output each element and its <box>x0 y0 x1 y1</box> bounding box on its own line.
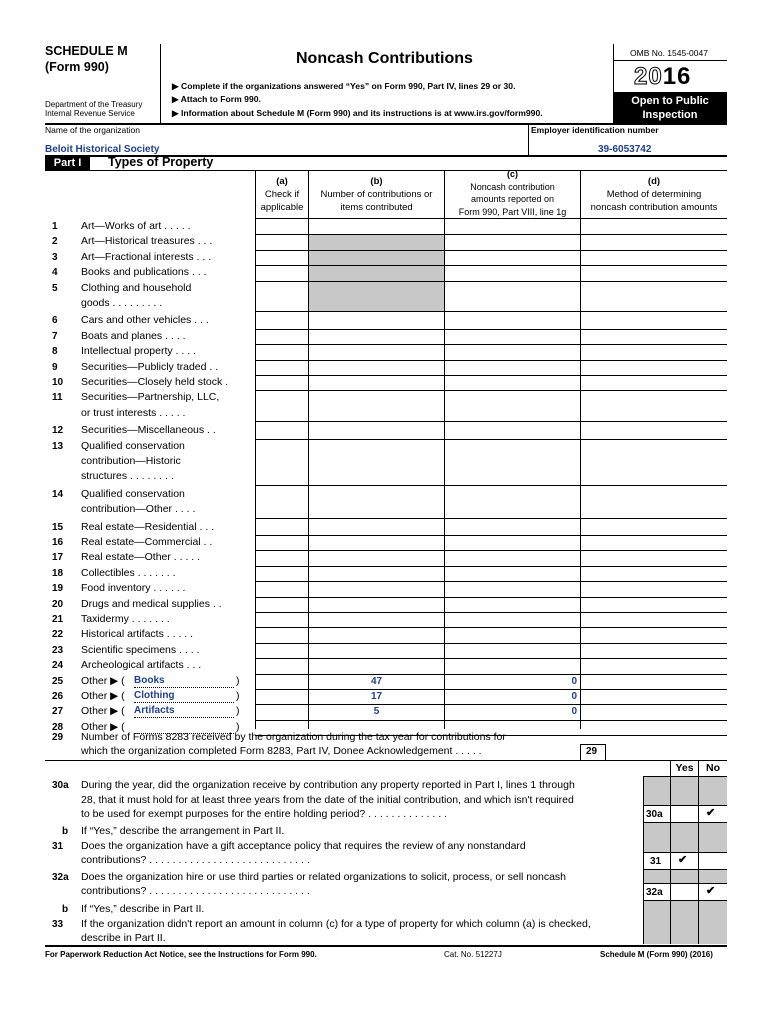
col-b-field[interactable] <box>309 581 444 596</box>
line-29-value[interactable] <box>605 744 727 759</box>
col-d-field[interactable] <box>581 581 727 596</box>
other-description-field[interactable]: Books <box>134 675 234 688</box>
col-d-field[interactable] <box>581 375 727 390</box>
col-c-header <box>445 168 580 218</box>
form-label: (Form 990) <box>45 60 109 74</box>
line-label: Historical artifacts . . . . . <box>81 628 194 641</box>
col-b-field[interactable] <box>309 658 444 673</box>
no-header: No <box>706 762 720 774</box>
line-label-cont: or trust interests . . . . . <box>81 406 186 419</box>
line-29-number: 29 <box>52 732 64 743</box>
col-b-field[interactable] <box>309 423 444 438</box>
line-number: 3 <box>52 251 58 263</box>
line-label: Cars and other vehicles . . . <box>81 314 209 327</box>
col-b-field[interactable] <box>309 439 444 485</box>
public-inspection-badge <box>613 92 727 124</box>
col-c-field[interactable] <box>445 423 580 438</box>
line-number: 26 <box>52 691 64 702</box>
irs-label: Internal Revenue Service <box>45 109 135 118</box>
line-number: 12 <box>52 425 64 437</box>
line-label: Real estate—Residential . . . <box>81 520 215 533</box>
tax-year-outline: 20 <box>634 63 663 90</box>
tax-year-bold: 16 <box>662 63 692 90</box>
q32a-yes-cell[interactable] <box>671 884 698 900</box>
org-name-field[interactable]: Beloit Historical Society <box>45 144 160 155</box>
line-number: 6 <box>52 315 58 327</box>
col-d-field[interactable] <box>581 597 727 612</box>
col-b-field[interactable] <box>309 313 444 328</box>
shaded-cell <box>644 870 670 883</box>
col-b-field[interactable] <box>309 597 444 612</box>
q30a-text-2: 28, that it must hold for at least three years from the date of the initial contribution, and which isn't required <box>81 794 574 806</box>
line-number: 2 <box>52 236 58 248</box>
shaded-cell <box>699 901 727 944</box>
col-d-field[interactable] <box>581 720 727 735</box>
line-number: 11 <box>52 392 63 404</box>
line-number: 28 <box>52 721 64 733</box>
instruction-1: ▶ Complete if the organizations answered “Yes” on Form 990, Part IV, lines 29 or 30. <box>172 81 516 91</box>
col-d-field[interactable] <box>581 234 727 249</box>
col-c-line1: Noncash contribution <box>470 181 555 192</box>
col-a-checkbox[interactable] <box>256 689 308 704</box>
line-label: Real estate—Commercial . . <box>81 536 213 548</box>
line-number: 10 <box>52 377 64 388</box>
col-b-field[interactable] <box>309 344 444 359</box>
col-c-field[interactable] <box>445 281 580 312</box>
col-b-field[interactable] <box>309 234 444 249</box>
line-label-cont: contribution—Historic <box>81 455 181 467</box>
col-a-checkbox[interactable] <box>256 581 308 596</box>
col-c-field[interactable] <box>445 597 580 612</box>
q33-text-2: describe in Part II. <box>81 932 166 944</box>
q30a-no-check[interactable]: ✔ <box>706 807 716 819</box>
shaded-cell <box>644 777 670 805</box>
col-d-field[interactable] <box>581 520 727 535</box>
col-c-field[interactable] <box>445 344 580 359</box>
col-d-field[interactable] <box>581 329 727 344</box>
q30a-text-3: to be used for exempt purposes for the entire holding period? . . . . . . . . . . . . . . <box>81 808 447 820</box>
instruction-2: ▶ Attach to Form 990. <box>172 94 261 104</box>
other-description-field[interactable]: Artifacts <box>134 705 234 718</box>
q33-number: 33 <box>52 919 64 930</box>
q32b-letter: b <box>62 904 69 915</box>
col-d-field[interactable] <box>581 250 727 265</box>
col-a-checkbox[interactable] <box>256 674 308 689</box>
col-b-field[interactable] <box>309 627 444 642</box>
col-c-field[interactable] <box>445 375 580 390</box>
line-number: 1 <box>52 221 58 232</box>
col-d-field[interactable] <box>581 689 727 704</box>
col-c-field[interactable] <box>445 329 580 344</box>
q31-yes-check[interactable]: ✔ <box>678 854 688 866</box>
shaded-cell <box>644 823 670 852</box>
col-d-field[interactable] <box>581 704 727 719</box>
col-a-checkbox[interactable] <box>256 375 308 390</box>
col-d-field[interactable] <box>581 423 727 438</box>
col-a-checkbox[interactable] <box>256 439 308 485</box>
close-paren: ) <box>236 705 240 718</box>
line-number: 4 <box>52 267 58 279</box>
col-b-field[interactable] <box>309 566 444 581</box>
line-label-cont: goods . . . . . . . . . <box>81 297 163 309</box>
col-a-checkbox[interactable] <box>256 329 308 344</box>
col-d-field[interactable] <box>581 219 727 234</box>
line-label: Art—Fractional interests . . . <box>81 250 212 263</box>
q30b-letter: b <box>62 826 69 837</box>
col-c-field[interactable] <box>445 643 580 658</box>
col-c-line2: amounts reported on <box>470 194 555 204</box>
line-label: Securities—Partnership, LLC, <box>81 391 220 404</box>
line-label: Books and publications . . . <box>81 266 207 279</box>
col-a-checkbox[interactable] <box>256 597 308 612</box>
line-number: 19 <box>52 583 64 595</box>
col-b-field[interactable] <box>309 535 444 550</box>
q30a-text-1: During the year, did the organization receive by contribution any property reported in Part I, lines 1 through <box>81 779 575 791</box>
line-label: Intellectual property . . . . <box>81 345 196 358</box>
col-a-checkbox[interactable] <box>256 612 308 627</box>
col-c-field[interactable] <box>445 627 580 642</box>
col-a-checkbox[interactable] <box>256 281 308 312</box>
col-c-field[interactable] <box>445 313 580 328</box>
omb-number: OMB No. 1545-0047 <box>630 48 708 58</box>
col-c-field[interactable] <box>445 234 580 249</box>
q33-text-1: If the organization didn't report an amount in column (c) for a type of property for which column (a) is checked, <box>81 918 591 930</box>
col-b-field[interactable] <box>309 360 444 375</box>
schedule-label: SCHEDULE M <box>45 44 128 58</box>
col-c-field[interactable] <box>445 658 580 673</box>
line-number: 5 <box>52 282 58 294</box>
col-d-field[interactable] <box>581 643 727 658</box>
line-number: 13 <box>52 440 64 452</box>
other-prefix: Other ▶ ( <box>81 674 125 687</box>
col-d-letter: (d) <box>647 176 661 187</box>
col-b-value[interactable]: 47 <box>370 675 383 687</box>
close-paren: ) <box>236 720 240 733</box>
col-b-field[interactable] <box>309 520 444 535</box>
shaded-cell <box>671 823 698 852</box>
col-d-field[interactable] <box>581 265 727 280</box>
col-b-field[interactable] <box>309 487 444 518</box>
col-c-line3: Form 990, Part VIII, line 1g <box>458 206 567 217</box>
q31-number: 31 <box>52 841 64 852</box>
q31-box-label: 31 <box>650 856 662 867</box>
col-b-line2: items contributed <box>340 202 413 213</box>
inspection: Inspection <box>642 109 698 121</box>
line-number: 9 <box>52 361 58 373</box>
shaded-cell <box>671 901 698 944</box>
q30a-yes-cell[interactable] <box>671 806 698 822</box>
line-number: 24 <box>52 660 64 672</box>
line-number: 18 <box>52 567 64 579</box>
col-a-checkbox[interactable] <box>256 360 308 375</box>
col-c-field[interactable] <box>445 487 580 518</box>
col-d-field[interactable] <box>581 612 727 627</box>
line-number: 25 <box>52 675 64 687</box>
col-c-value[interactable]: 0 <box>571 706 577 718</box>
line-29-text-2: which the organization completed Form 8283, Part IV, Donee Acknowledgement . . . . . <box>81 745 482 757</box>
col-a-checkbox[interactable] <box>256 658 308 673</box>
yes-header: Yes <box>675 762 694 774</box>
col-c-letter: (c) <box>507 169 518 179</box>
line-label: Securities—Publicly traded . . <box>81 360 219 373</box>
col-d-field[interactable] <box>581 360 727 375</box>
line-number: 16 <box>52 537 64 548</box>
col-b-field[interactable] <box>309 329 444 344</box>
col-c-field[interactable] <box>445 566 580 581</box>
col-c-value[interactable]: 0 <box>571 691 577 702</box>
line-label: Drugs and medical supplies . . <box>81 597 222 610</box>
other-prefix: Other ▶ ( <box>81 720 125 733</box>
col-a-checkbox[interactable] <box>256 704 308 719</box>
col-a-header <box>256 175 308 214</box>
col-d-field[interactable] <box>581 674 727 689</box>
dept-label: Department of the Treasury <box>45 100 143 109</box>
line-number: 15 <box>52 521 64 533</box>
line-label: Collectibles . . . . . . . <box>81 566 176 579</box>
line-label: Boats and planes . . . . <box>81 329 186 342</box>
col-a-checkbox[interactable] <box>256 423 308 438</box>
line-number: 17 <box>52 552 64 564</box>
col-d-field[interactable] <box>581 344 727 359</box>
other-prefix: Other ▶ ( <box>81 705 125 718</box>
col-c-field[interactable] <box>445 360 580 375</box>
col-a-line1: Check if <box>264 189 300 200</box>
col-a-line2: applicable <box>260 202 304 213</box>
q32a-number: 32a <box>52 872 69 883</box>
q30a-box-label: 30a <box>646 809 663 820</box>
col-d-field[interactable] <box>581 281 727 312</box>
col-d-field[interactable] <box>581 550 727 565</box>
col-c-field[interactable] <box>445 535 580 550</box>
q31-text-2: contributions? . . . . . . . . . . . . . . . . . . . . . . . . . . . . <box>81 854 310 866</box>
col-a-checkbox[interactable] <box>256 520 308 535</box>
line-label: Food inventory . . . . . . <box>81 582 186 595</box>
line-label-cont: structures . . . . . . . . <box>81 470 174 483</box>
line-number: 8 <box>52 346 58 358</box>
col-b-field[interactable] <box>309 219 444 234</box>
q32a-text-2: contributions? . . . . . . . . . . . . . . . . . . . . . . . . . . . . <box>81 885 310 897</box>
line-number: 23 <box>52 644 64 656</box>
col-d-field[interactable] <box>581 487 727 518</box>
line-number: 22 <box>52 629 64 641</box>
q32a-text-1: Does the organization hire or use third parties or related organizations to solicit, process, or sell noncash <box>81 871 567 883</box>
other-description-field[interactable]: Clothing <box>134 690 234 703</box>
col-b-line1: Number of contributions or <box>320 189 433 200</box>
col-d-field[interactable] <box>581 566 727 581</box>
other-prefix: Other ▶ ( <box>81 690 125 702</box>
line-number: 7 <box>52 330 58 342</box>
line-label: Qualified conservation <box>81 487 185 500</box>
ein-label: Employer identification number <box>531 125 659 135</box>
col-a-checkbox[interactable] <box>256 566 308 581</box>
col-d-field[interactable] <box>581 535 727 550</box>
col-c-value[interactable]: 0 <box>571 675 577 687</box>
col-a-checkbox[interactable] <box>256 627 308 642</box>
part-i-title: Types of Property <box>108 155 214 169</box>
footer-cat-number: Cat. No. 51227J <box>444 950 502 959</box>
col-a-checkbox[interactable] <box>256 390 308 421</box>
q32b-text: If “Yes,” describe in Part II. <box>81 903 205 915</box>
q30a-number: 30a <box>52 780 69 791</box>
col-d-field[interactable] <box>581 313 727 328</box>
col-b-field[interactable] <box>309 612 444 627</box>
col-b-header <box>309 175 444 214</box>
col-a-checkbox[interactable] <box>256 313 308 328</box>
col-a-checkbox[interactable] <box>256 250 308 265</box>
line-label: Archeological artifacts . . . <box>81 659 202 672</box>
col-b-field[interactable] <box>309 390 444 421</box>
col-b-field[interactable] <box>309 281 444 312</box>
line-label: Art—Works of art . . . . . <box>81 220 191 232</box>
col-c-field[interactable] <box>445 390 580 421</box>
line-29-text-1: Number of Forms 8283 received by the organization during the tax year for contributions for <box>81 731 506 743</box>
col-d-field[interactable] <box>581 627 727 642</box>
ein-field[interactable]: 39-6053742 <box>598 144 652 155</box>
q31-no-cell[interactable] <box>699 853 727 869</box>
col-a-checkbox[interactable] <box>256 344 308 359</box>
line-number: 21 <box>52 614 64 625</box>
col-b-value[interactable]: 5 <box>373 706 380 718</box>
col-a-checkbox[interactable] <box>256 550 308 565</box>
line-label: Clothing and household <box>81 281 192 294</box>
tax-year <box>634 63 691 91</box>
col-c-field[interactable] <box>445 265 580 280</box>
line-label: Real estate—Other . . . . . <box>81 551 201 564</box>
shaded-cell <box>671 777 698 805</box>
line-label: Qualified conservation <box>81 439 185 452</box>
line-29-box[interactable] <box>580 744 606 760</box>
col-d-line1: Method of determining <box>606 189 702 200</box>
footer-paperwork-notice: For Paperwork Reduction Act Notice, see the Instructions for Form 990. <box>45 950 317 959</box>
col-d-header <box>581 175 727 214</box>
col-b-field[interactable] <box>309 250 444 265</box>
line-label: Scientific specimens . . . . <box>81 643 200 656</box>
close-paren: ) <box>236 674 240 687</box>
q31-text-1: Does the organization have a gift acceptance policy that requires the review of any nonstandard <box>81 840 526 852</box>
col-d-field[interactable] <box>581 439 727 485</box>
col-c-field[interactable] <box>445 219 580 234</box>
col-b-value[interactable]: 17 <box>370 691 383 702</box>
col-c-field[interactable] <box>445 581 580 596</box>
shaded-cell <box>644 901 670 944</box>
col-a-checkbox[interactable] <box>256 219 308 234</box>
close-paren: ) <box>236 690 240 702</box>
open-to-public: Open to Public <box>631 95 709 107</box>
instruction-3: ▶ Information about Schedule M (Form 990) and its instructions is at www.irs.gov/form990. <box>172 108 543 118</box>
col-c-field[interactable] <box>445 439 580 485</box>
form-title: Noncash Contributions <box>296 50 473 67</box>
line-label: Securities—Miscellaneous . . <box>81 424 216 437</box>
col-c-field[interactable] <box>445 550 580 565</box>
col-b-field[interactable] <box>309 643 444 658</box>
line-label: Taxidermy . . . . . . . <box>81 613 170 625</box>
footer-form-id: Schedule M (Form 990) (2016) <box>600 950 713 959</box>
col-b-field[interactable] <box>309 265 444 280</box>
line-label: Art—Historical treasures . . . <box>81 235 213 248</box>
col-a-letter: (a) <box>276 176 288 187</box>
col-d-field[interactable] <box>581 658 727 673</box>
line-number: 14 <box>52 488 64 500</box>
part-i-tag: Part I <box>45 156 90 170</box>
line-label-cont: contribution—Other . . . . <box>81 503 196 516</box>
col-b-field[interactable] <box>309 375 444 390</box>
line-number: 27 <box>52 706 64 718</box>
q32a-no-check[interactable]: ✔ <box>706 885 716 897</box>
col-b-letter: (b) <box>370 176 383 187</box>
shaded-cell <box>671 870 698 883</box>
line-number: 20 <box>52 598 64 610</box>
col-b-field[interactable] <box>309 550 444 565</box>
col-a-checkbox[interactable] <box>256 643 308 658</box>
col-a-checkbox[interactable] <box>256 265 308 280</box>
line-29-box-label: 29 <box>586 746 598 757</box>
shaded-cell <box>699 823 727 852</box>
col-a-checkbox[interactable] <box>256 487 308 518</box>
col-a-checkbox[interactable] <box>256 234 308 249</box>
q30b-text: If “Yes,” describe the arrangement in Part II. <box>81 825 285 837</box>
col-c-field[interactable] <box>445 520 580 535</box>
org-name-label: Name of the organization <box>45 125 140 135</box>
line-label: Securities—Closely held stock . <box>81 376 229 388</box>
col-c-field[interactable] <box>445 250 580 265</box>
col-d-field[interactable] <box>581 390 727 421</box>
col-c-field[interactable] <box>445 612 580 627</box>
shaded-cell <box>699 870 727 883</box>
q32a-box-label: 32a <box>646 887 663 898</box>
shaded-cell <box>699 777 727 805</box>
col-a-checkbox[interactable] <box>256 535 308 550</box>
col-d-line2: noncash contribution amounts <box>590 202 718 213</box>
